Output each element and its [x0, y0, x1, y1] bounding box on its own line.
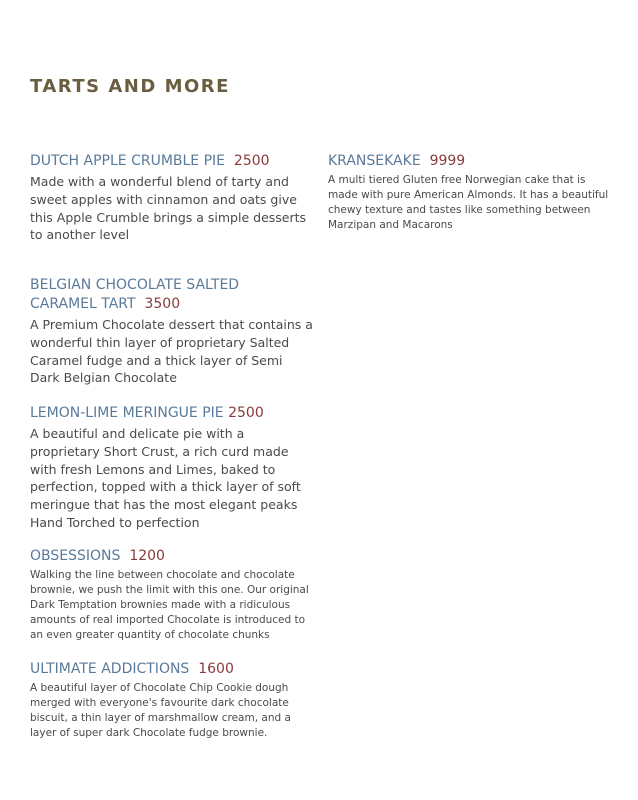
item-description: A multi tiered Gluten free Norwegian cake that is made with pure American Almonds. It has a beautiful chewy texture and tastes like something between Marzipan and Macarons	[328, 174, 609, 231]
menu-item-lemon-lime-meringue-pie	[30, 404, 315, 532]
item-name: DUTCH APPLE CRUMBLE PIE	[30, 153, 226, 169]
item-name-line	[30, 276, 270, 314]
item-name-line	[30, 404, 315, 423]
item-description: Walking the line between chocolate and chocolate brownie, we push the limit with this one. Our original Dark Temptation brownies made with a ridiculous amounts of real imported Chocolate is introduced to an even greater quantity of chocolate chunks	[30, 569, 309, 641]
item-description: A Premium Chocolate dessert that contains a wonderful thin layer of proprietary Salted Caramel fudge and a thick layer of Semi Dark Belgian Chocolate	[30, 317, 313, 386]
item-name-line	[30, 660, 305, 679]
menu-item-kransekake	[328, 152, 613, 233]
item-name: ULTIMATE ADDICTIONS	[30, 661, 190, 677]
item-name-line	[30, 152, 315, 171]
item-description: A beautiful layer of Chocolate Chip Cookie dough merged with everyone's favourite dark chocolate biscuit, a thin layer of marshmallow cream, and a layer of super dark Chocolate fudge brownie.	[30, 682, 291, 739]
item-name-line	[30, 547, 315, 566]
item-price: 3500	[144, 296, 181, 312]
menu-item-belgian-chocolate-salted-caramel-tart	[30, 276, 313, 387]
item-name-line	[328, 152, 613, 171]
item-name: OBSESSIONS	[30, 548, 121, 564]
menu-item-ultimate-addictions	[30, 660, 305, 741]
item-price: 1200	[129, 548, 165, 564]
item-price: 9999	[429, 153, 466, 169]
item-description: A beautiful and delicate pie with a proprietary Short Crust, a rich curd made with fresh Lemons and Limes, baked to perfection, topped with a thick layer of soft meringue that has the most elegant peaks Hand Torched to perfection	[30, 426, 301, 530]
item-price: 2500	[233, 153, 270, 169]
menu-item-dutch-apple-crumble-pie	[30, 152, 315, 244]
item-description: Made with a wonderful blend of tarty and sweet apples with cinnamon and oats give this Apple Crumble brings a simple desserts to another level	[30, 174, 307, 243]
menu-item-obsessions	[30, 547, 315, 643]
item-name: KRANSEKAKE	[328, 153, 421, 169]
item-price: 2500	[228, 405, 264, 421]
item-name: BELGIAN CHOCOLATE SALTED CARAMEL TART	[30, 277, 240, 312]
item-name: LEMON-LIME MERINGUE PIE	[30, 405, 224, 421]
page-title: TARTS AND MORE	[30, 76, 230, 97]
item-price: 1600	[198, 661, 234, 677]
